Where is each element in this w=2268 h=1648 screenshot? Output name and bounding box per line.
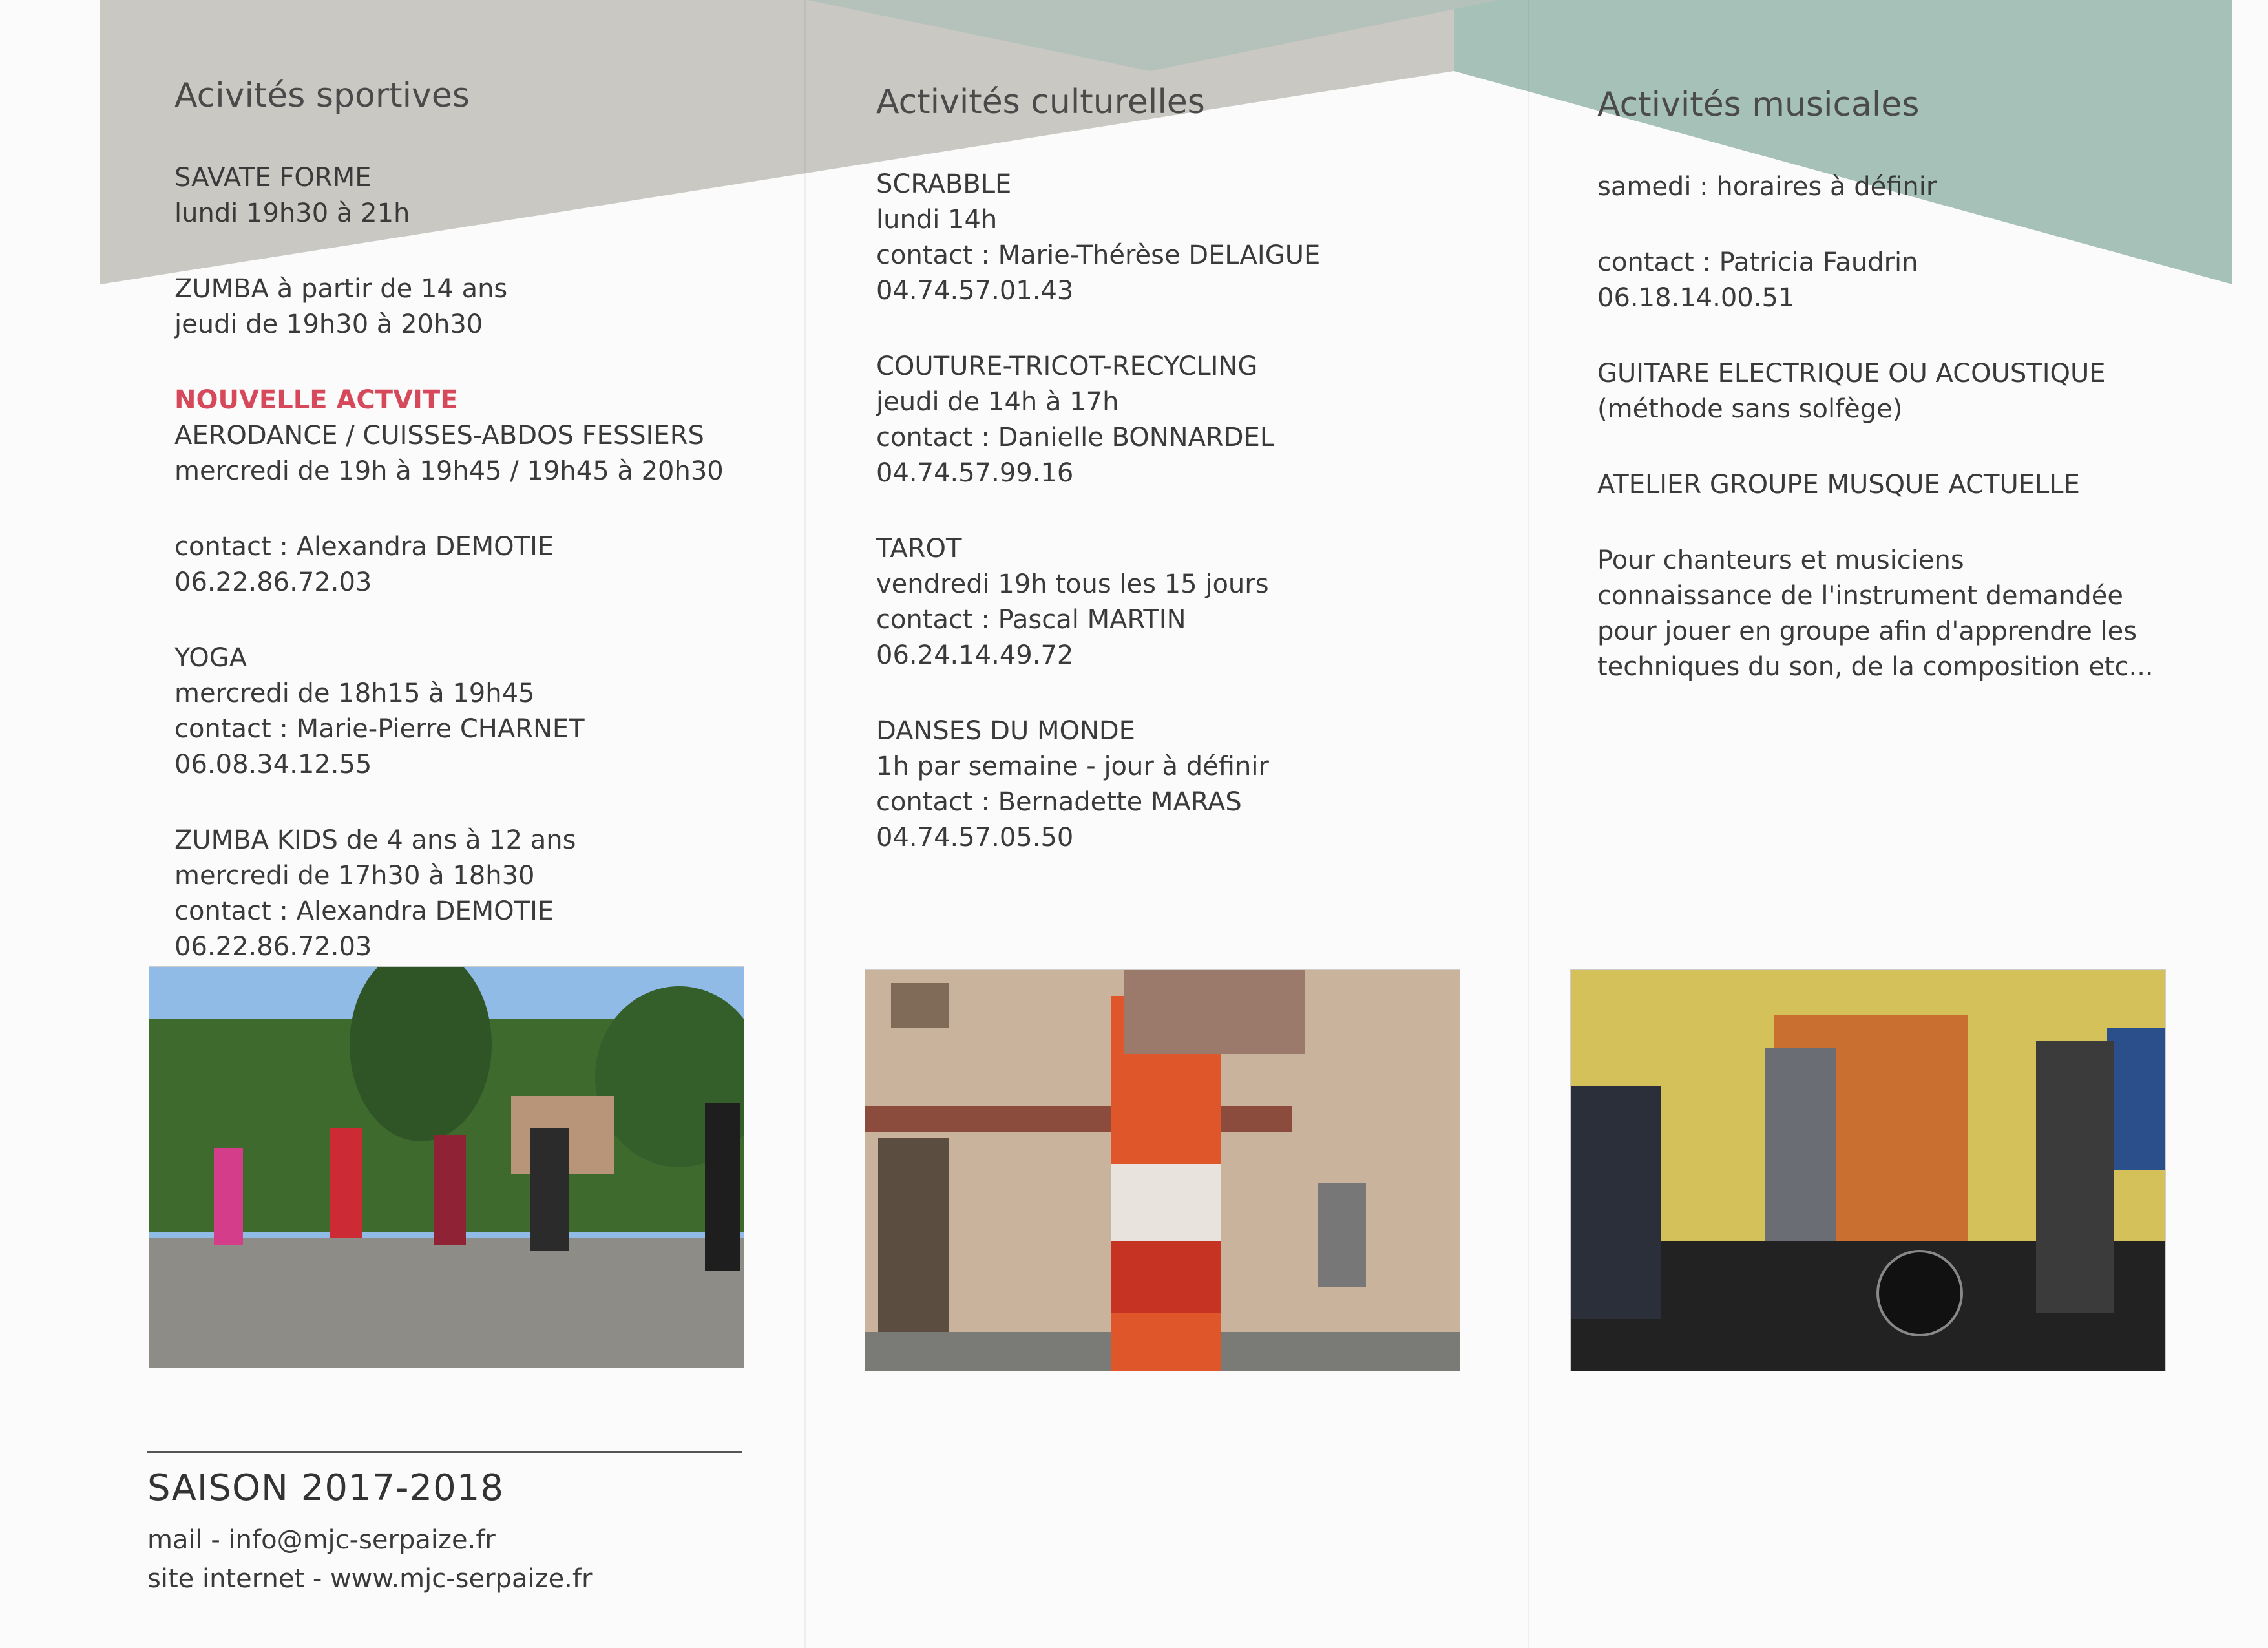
activity-line: mercredi de 18h15 à 19h45 — [174, 679, 535, 708]
footer-rule — [147, 1451, 742, 1453]
activity-line: DANSES DU MONDE — [876, 716, 1135, 746]
activity-line: contact : Danielle BONNARDEL — [876, 423, 1275, 452]
activity-column — [876, 83, 1320, 896]
activity-line: 06.08.34.12.55 — [174, 750, 372, 779]
activity-block — [1597, 467, 2154, 503]
new-activity-label: NOUVELLE ACTVITE — [174, 385, 458, 415]
activity-column — [174, 76, 724, 1005]
activity-line: 1h par semaine - jour à définir — [876, 752, 1269, 781]
activity-line: 04.74.57.99.16 — [876, 458, 1074, 488]
activity-block — [174, 823, 724, 965]
activity-line: vendredi 19h tous les 15 jours — [876, 569, 1269, 599]
column-title: Activités culturelles — [876, 83, 1205, 121]
activity-line: contact : Pascal MARTIN — [876, 605, 1186, 635]
fold-line-right — [1528, 0, 1529, 1648]
activity-block — [876, 531, 1320, 673]
activity-line: jeudi de 14h à 17h — [876, 387, 1119, 417]
activity-line: lundi 14h — [876, 205, 998, 235]
activity-block — [876, 713, 1320, 856]
activity-line: techniques du son, de la composition etc... — [1597, 652, 2154, 682]
activity-line: 06.22.86.72.03 — [174, 932, 372, 962]
activity-line: jeudi de 19h30 à 20h30 — [174, 310, 483, 339]
activity-line: 06.18.14.00.51 — [1597, 283, 1795, 313]
mail-line[interactable]: mail - info@mjc-serpaize.fr — [147, 1525, 496, 1555]
activity-line: contact : Marie-Pierre CHARNET — [174, 714, 585, 744]
photo-fitness-outdoor — [149, 966, 744, 1368]
activity-line: connaissance de l'instrument demandée — [1597, 581, 2124, 611]
activity-block — [1597, 543, 2154, 685]
activity-line: 06.24.14.49.72 — [876, 640, 1074, 670]
activity-line: mercredi de 19h à 19h45 / 19h45 à 20h30 — [174, 456, 724, 486]
activity-line: pour jouer en groupe afin d'apprendre les — [1597, 617, 2137, 646]
activity-line: 04.74.57.01.43 — [876, 276, 1074, 306]
activity-line: contact : Bernadette MARAS — [876, 787, 1242, 817]
activity-line: GUITARE ELECTRIQUE OU ACOUSTIQUE — [1597, 359, 2106, 388]
activity-line: YOGA — [174, 643, 247, 673]
activity-line: (méthode sans solfège) — [1597, 394, 1903, 424]
activity-block — [174, 640, 724, 783]
activity-line: SAVATE FORME — [174, 163, 372, 193]
activity-line: COUTURE-TRICOT-RECYCLING — [876, 352, 1258, 381]
activity-block — [174, 160, 724, 231]
activity-block — [1597, 356, 2154, 427]
activity-block — [876, 349, 1320, 491]
activity-line: Pour chanteurs et musiciens — [1597, 545, 1964, 575]
activity-line: AERODANCE / CUISSES-ABDOS FESSIERS — [174, 421, 704, 450]
column-title: Activités musicales — [1597, 85, 1920, 124]
activity-block — [174, 271, 724, 343]
photo-music-band — [1570, 969, 2166, 1371]
activity-block — [1597, 245, 2154, 316]
website-line[interactable]: site internet - www.mjc-serpaize.fr — [147, 1564, 593, 1594]
activity-line: contact : Alexandra DEMOTIE — [174, 532, 554, 562]
activity-line: ATELIER GROUPE MUSQUE ACTUELLE — [1597, 470, 2080, 500]
activity-column — [1597, 85, 2154, 725]
activity-line: SCRABBLE — [876, 169, 1012, 199]
activity-line: contact : Patricia Faudrin — [1597, 248, 1918, 277]
activity-line: TAROT — [876, 534, 962, 564]
activity-line: samedi : horaires à définir — [1597, 172, 1937, 202]
activity-line: 04.74.57.05.50 — [876, 823, 1074, 852]
activity-block — [1597, 169, 2154, 205]
activity-block — [174, 383, 724, 489]
activity-line: ZUMBA KIDS de 4 ans à 12 ans — [174, 825, 576, 855]
column-title: Acivités sportives — [174, 76, 470, 115]
activity-line: contact : Marie-Thérèse DELAIGUE — [876, 240, 1321, 270]
fold-line-left — [804, 0, 806, 1648]
activity-block — [174, 529, 724, 600]
activity-line: 06.22.86.72.03 — [174, 567, 372, 597]
footer — [147, 1451, 742, 1598]
activity-line: ZUMBA à partir de 14 ans — [174, 274, 508, 304]
activity-line: mercredi de 17h30 à 18h30 — [174, 861, 535, 891]
season-label: SAISON 2017-2018 — [147, 1467, 504, 1509]
activity-block — [876, 167, 1320, 309]
photo-knitted-tree-mairie — [865, 969, 1460, 1371]
activity-line: contact : Alexandra DEMOTIE — [174, 896, 554, 926]
activity-line: lundi 19h30 à 21h — [174, 198, 410, 228]
